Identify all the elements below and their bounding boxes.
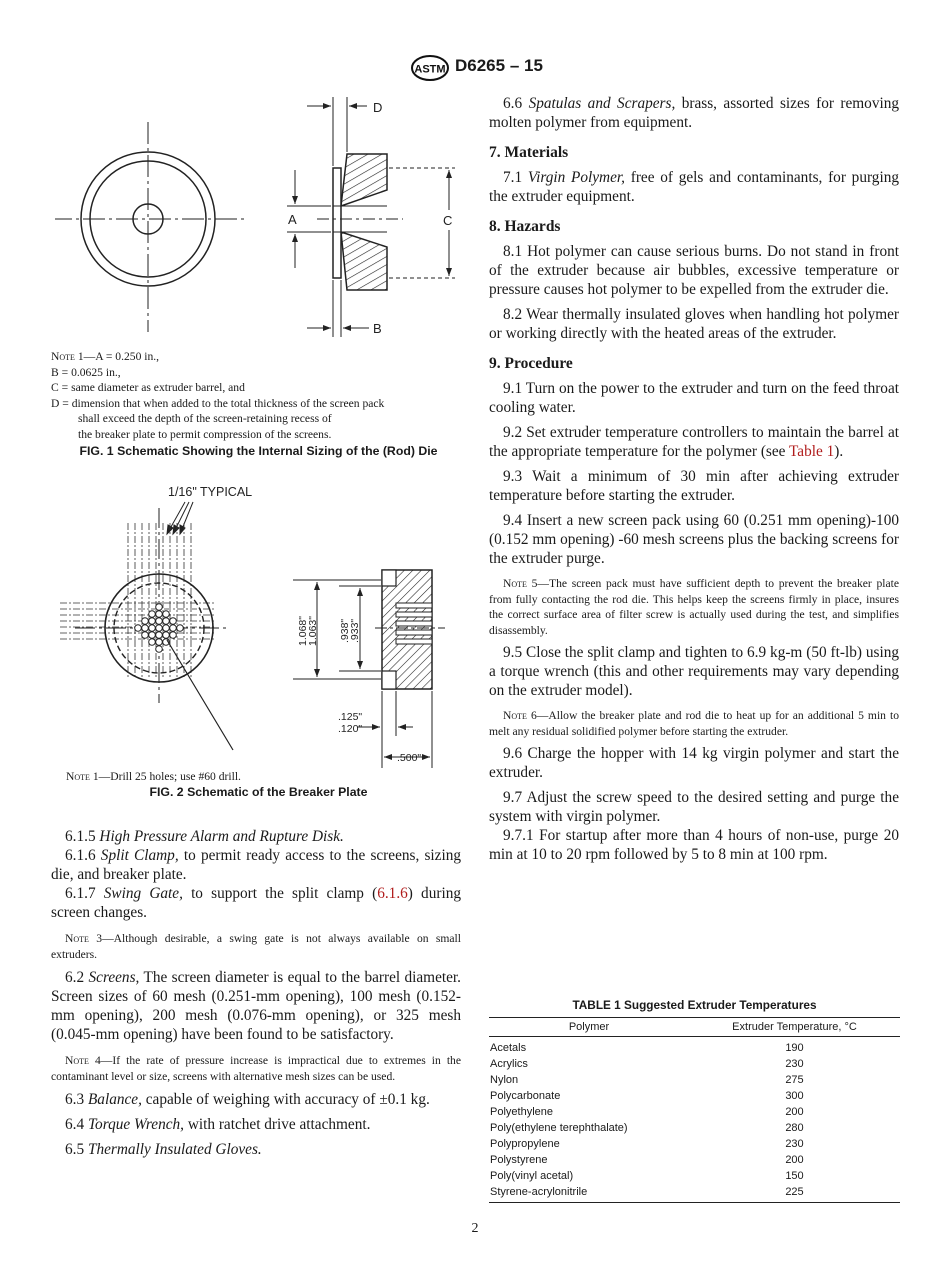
dim-120: .120": [338, 723, 363, 735]
fig1-note: Note 1—A = 0.250 in., B = 0.0625 in., C = same diameter as extruder barrel, and D = dimension that when added to the total thickness of the screen pack shall exceed the depth of the screen-retaining recess of the breaker plate to permit compression of the screens.: [51, 350, 385, 441]
table-row: Poly(vinyl acetal) 150: [490, 1170, 804, 1182]
dim-125: .125": [338, 711, 363, 723]
para-9-2: 9.2 Set extruder temperature controllers to maintain the barrel at the appropriate temperature for the polymer (see Table 1).: [489, 424, 899, 460]
para-6-4: 6.4 Torque Wrench, with ratchet drive attachment.: [65, 1116, 371, 1133]
dim-a-label: A: [288, 212, 297, 227]
right-column: [489, 94, 899, 864]
dim-933: .933": [349, 618, 361, 643]
note-3: Note 3—Although desirable, a swing gate is not always available on small extruders.: [51, 932, 461, 961]
table-1-title: TABLE 1 Suggested Extruder Temperatures: [572, 998, 817, 1012]
note-lead: Note 1: [51, 350, 84, 363]
typical-arrows: [167, 502, 193, 534]
plate-side-view: [293, 570, 445, 768]
heading-9: 9. Procedure: [489, 355, 573, 372]
dim-1068: 1.068": [297, 615, 309, 646]
para-9-7-1: 9.7.1 For startup after more than 4 hours of non-use, purge 20 min at 10 to 20 rpm followed by 5 to 8 min at 100 rpm.: [489, 827, 899, 863]
note-4: Note 4—If the rate of pressure increase is impractical due to extremes in the contaminant level or size, screens with alternative mesh sizes can be used.: [51, 1054, 461, 1083]
table-row: Poly(ethylene terephthalate) 280: [490, 1122, 804, 1134]
para-6-3: 6.3 Balance, capable of weighing with accuracy of ±0.1 kg.: [65, 1091, 430, 1108]
dim-938: .938": [339, 618, 351, 643]
table-row: Polystyrene 200: [490, 1154, 804, 1166]
table-row: Polyethylene 200: [490, 1106, 804, 1118]
para-9-3: 9.3 Wait a minimum of 30 min after achieving extruder temperature before starting the extruder.: [489, 468, 899, 504]
die-side-view: [287, 97, 455, 337]
die-front-view: [55, 122, 245, 332]
table-row: Nylon 275: [490, 1074, 804, 1086]
para-9-7: 9.7 Adjust the screw speed to the desired setting and purge the system with virgin polymer.: [489, 789, 899, 825]
link-table-1[interactable]: Table 1: [789, 443, 835, 460]
table-row: Polypropylene 230: [490, 1138, 804, 1150]
table-row: Styrene-acrylonitrile 225: [490, 1186, 804, 1198]
page-number: 2: [471, 1221, 479, 1236]
heading-7: 7. Materials: [489, 144, 569, 161]
fig2-caption: FIG. 2 Schematic of the Breaker Plate: [149, 785, 368, 799]
para-6-2: 6.2 Screens, The screen diameter is equal to the barrel diameter. Screen sizes of 60 mesh (0.251-mm opening), 100 mesh (0.152-mm opening), 200 mesh (0.076-mm opening), or 325 mesh (0.045-mm opening) have been found to be satisfactory.: [51, 969, 461, 1043]
astm-logo: [410, 54, 450, 82]
typical-label: 1/16" TYPICAL: [168, 485, 253, 499]
svg-text:ASTM: ASTM: [414, 63, 446, 76]
heading-8: 8. Hazards: [489, 218, 561, 235]
para-6-5: 6.5 Thermally Insulated Gloves.: [65, 1141, 262, 1158]
fig1-caption: FIG. 1 Schematic Showing the Internal Sizing of the (Rod) Die: [79, 444, 438, 458]
para-6-1-5: 6.1.5 High Pressure Alarm and Rupture Disk.: [65, 828, 344, 845]
dim-b-label: B: [373, 321, 382, 336]
para-6-1-7: 6.1.7 Swing Gate, to support the split clamp (6.1.6) during screen changes.: [51, 885, 461, 921]
left-column: [51, 827, 461, 1159]
table-1: [489, 998, 900, 1203]
para-6-1-6: 6.1.6 Split Clamp, to permit ready access to the screens, sizing die, and breaker plate.: [51, 847, 462, 883]
table-row: Polycarbonate 300: [490, 1090, 804, 1102]
para-9-1: 9.1 Turn on the power to the extruder and turn on the feed throat cooling water.: [489, 380, 899, 416]
document-code: D6265 – 15: [455, 56, 543, 75]
para-7-1: 7.1 Virgin Polymer, free of gels and contaminants, for purging the extruder equipment.: [489, 169, 899, 205]
para-9-6: 9.6 Charge the hopper with 14 kg virgin polymer and start the extruder.: [489, 745, 899, 781]
para-9-5: 9.5 Close the split clamp and tighten to 6.9 kg-m (50 ft-lb) using a torque wrench (this and other requirements may vary depending on the extruder model).: [489, 644, 899, 699]
dim-1063: 1.063": [307, 615, 319, 646]
para-6-6: 6.6 Spatulas and Scrapers, brass, assorted sizes for removing molten polymer from equipment.: [489, 95, 900, 131]
note-6: Note 6—Allow the breaker plate and rod die to heat up for an additional 5 min to melt any residual solidified polymer before starting the extruder.: [489, 709, 899, 738]
link-6-1-6[interactable]: 6.1.6: [377, 885, 408, 902]
page-header: [0, 54, 950, 84]
col-temp-header: Extruder Temperature, °C: [732, 1021, 857, 1033]
table-row: Acetals 190: [490, 1042, 804, 1054]
dim-500: .500": [397, 752, 422, 764]
para-8-1: 8.1 Hot polymer can cause serious burns. Do not stand in front of the extruder because air bubbles, excessive temperature or pressure causes hot polymer to be expelled from the extruder die.: [489, 243, 899, 298]
figure-2-drawing: [55, 478, 465, 768]
figure-1-drawing: [55, 92, 470, 342]
note-5: Note 5—The screen pack must have sufficient depth to prevent the breaker plate from fully contacting the rod die. This helps keep the screens firmly in place, insures the correct surface area of filter screw is actually used during the test, and simplifies disassembly.: [489, 577, 899, 637]
para-8-2: 8.2 Wear thermally insulated gloves when handling hot polymer or working directly with the heated areas of the extruder.: [489, 306, 899, 342]
dim-c-label: C: [443, 213, 453, 228]
dim-d-label: D: [373, 100, 383, 115]
para-9-4: 9.4 Insert a new screen pack using 60 (0.251 mm opening)-100 (0.152 mm opening) -60 mesh screens plus the backing screens for the extruder purge.: [489, 512, 899, 567]
col-polymer-header: Polymer: [568, 1021, 610, 1033]
plate-front-view: [60, 508, 233, 750]
table-row: Acrylics 230: [490, 1058, 804, 1070]
fig2-note: Note 1—Drill 25 holes; use #60 drill.: [66, 770, 241, 783]
